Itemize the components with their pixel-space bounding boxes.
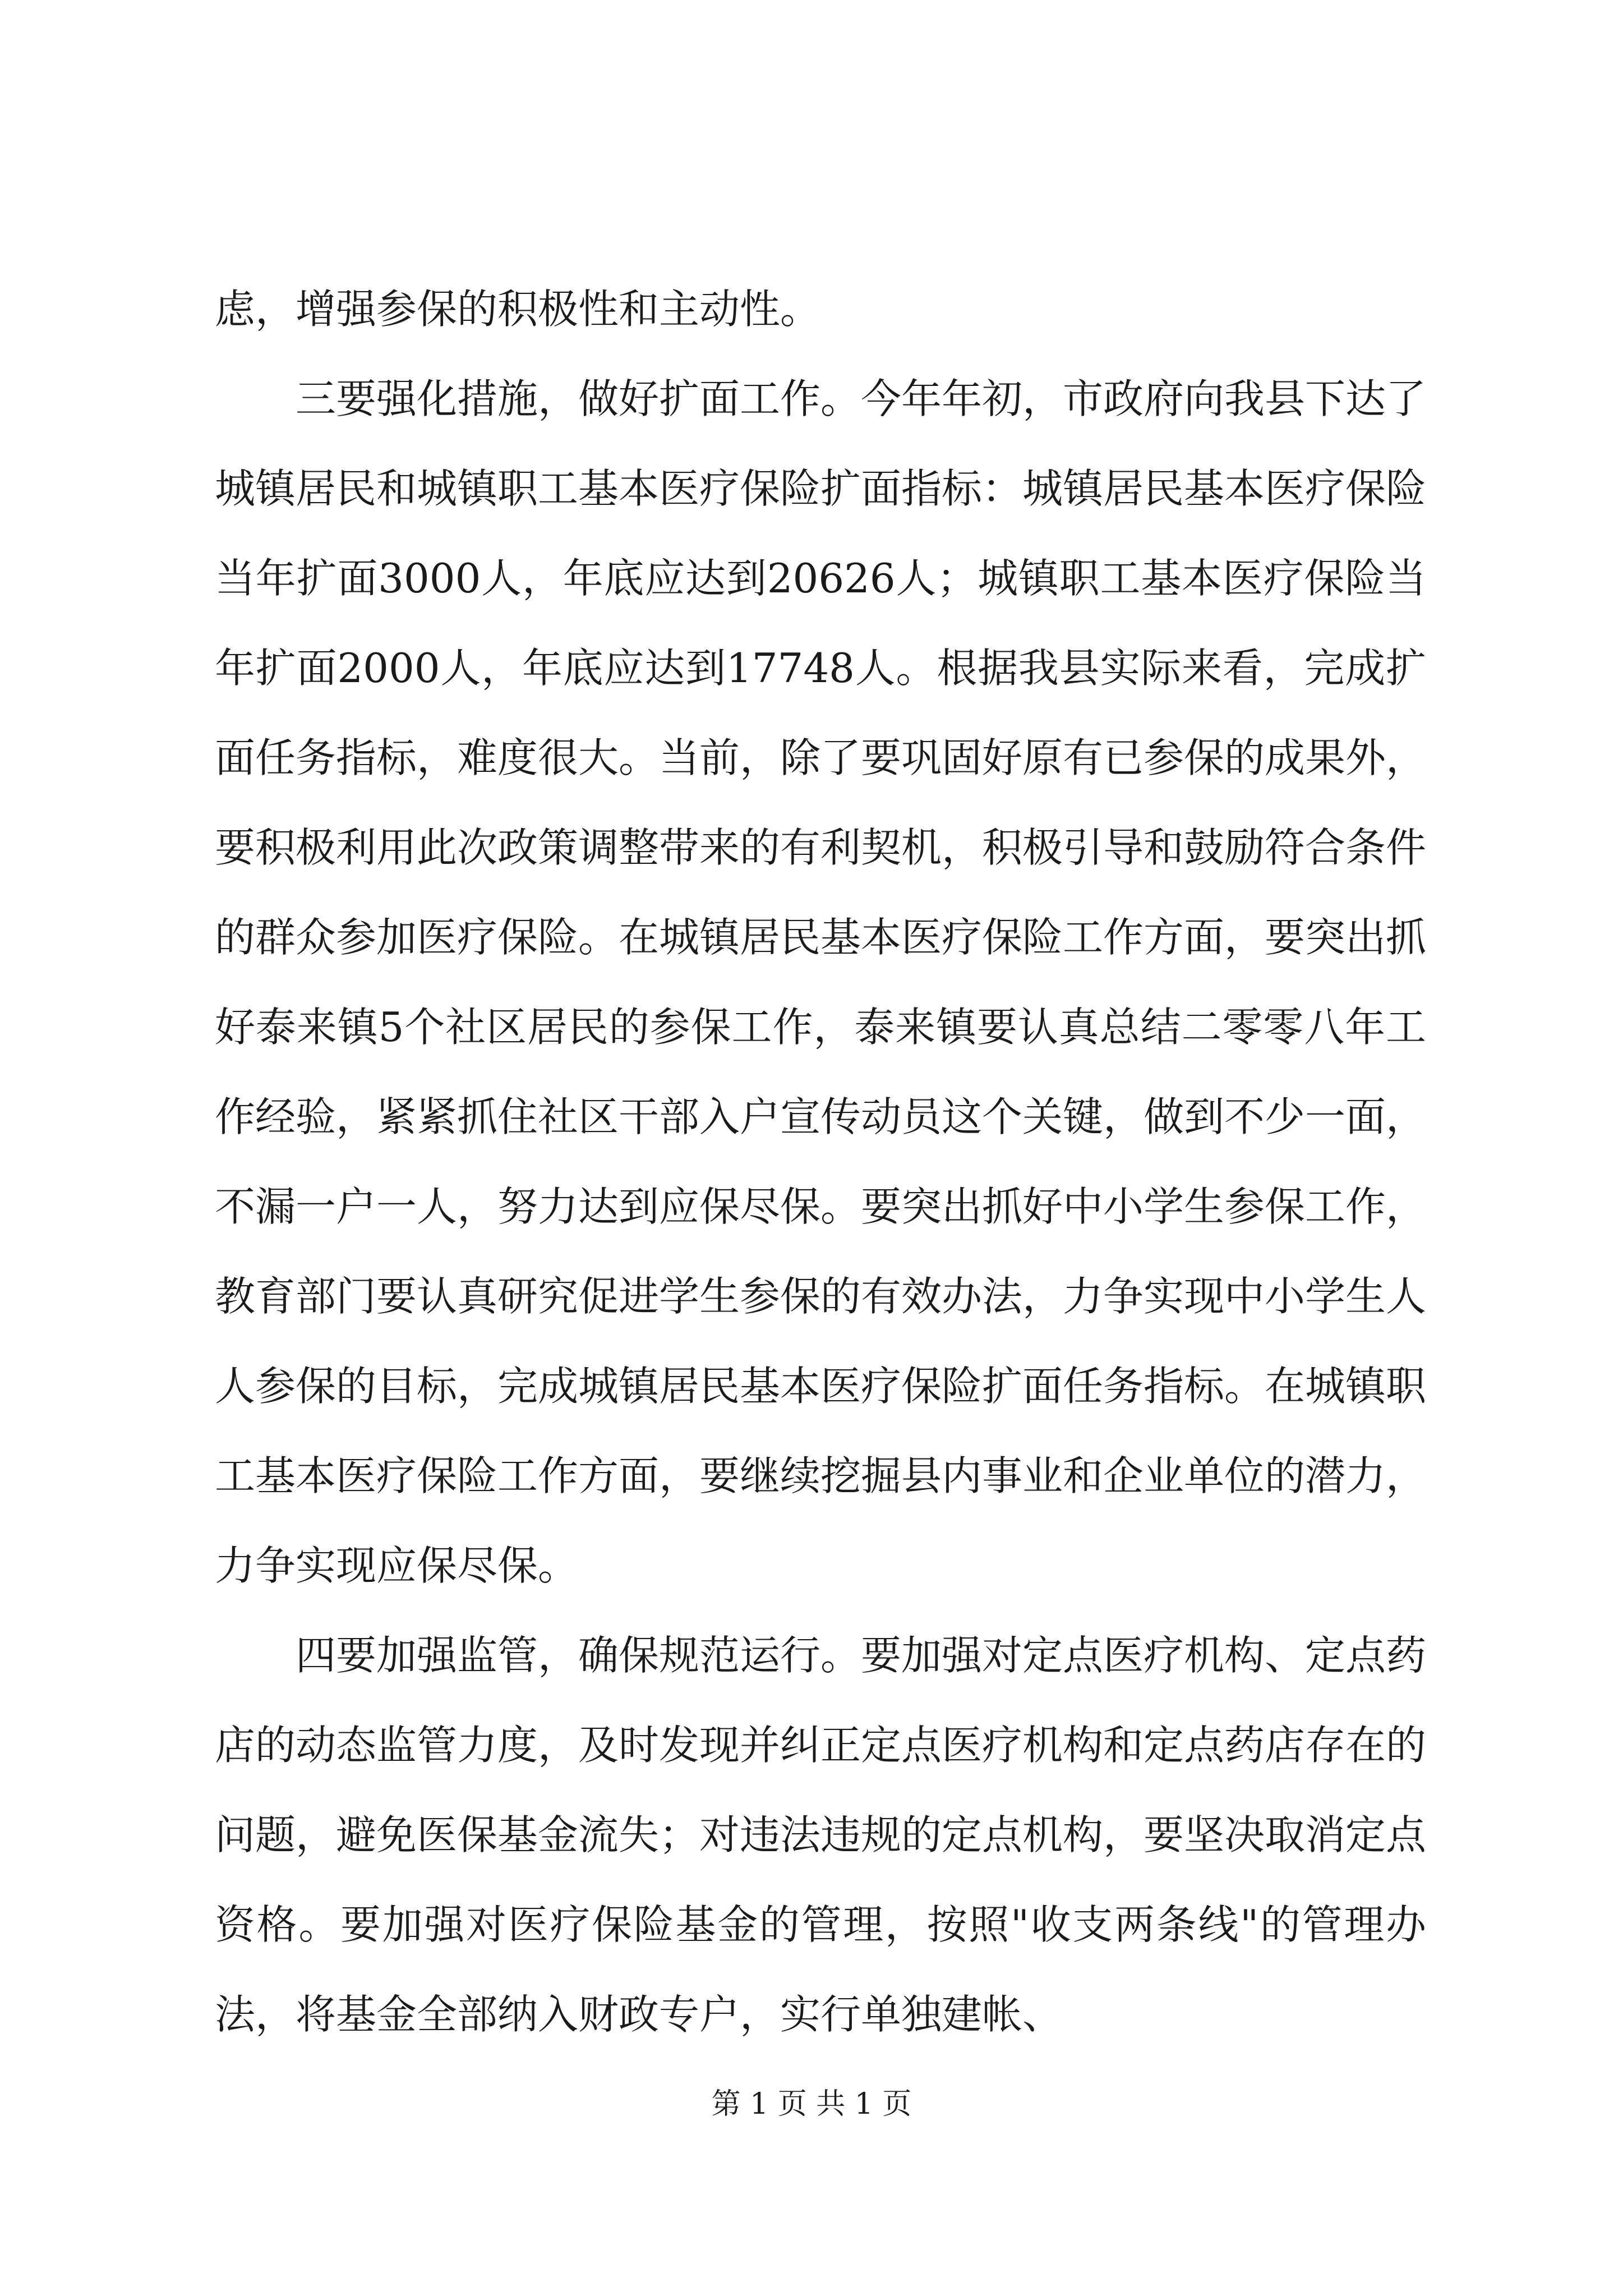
page-footer: 第 1 页 共 1 页 — [711, 2087, 912, 2121]
paragraph-continuation: 虑，增强参保的积极性和主动性。 — [215, 286, 821, 333]
paragraph-strengthen-supervision: 四要加强监管，确保规范运行。要加强对定点医疗机构、定点药店的动态监管力度，及时发现并纠正定点医疗机构和定点药店存在的问题，避免医保基金流失；对违法违规的定点机构，要坚决取消定点资格。要加强对医疗保险基金的管理，按照"收支两条线"的管理办法，将基金全部纳入财政专户，实行单独建帐、 — [215, 1632, 1427, 2038]
document-body — [215, 264, 1426, 2059]
paragraph-expand-coverage: 三要强化措施，做好扩面工作。今年年初，市政府向我县下达了城镇居民和城镇职工基本医疗保险扩面指标：城镇居民基本医疗保险当年扩面3000人，年底应达到20626人；城镇职工基本医疗保险当年扩面2000人，年底应达到17748人。根据我县实际来看，完成扩面任务指标，难度很大。当前，除了要巩固好原有已参保的成果外，要积极利用此次政策调整带来的有利契机，积极引导和鼓励符合条件的群众参加医疗保险。在城镇居民基本医疗保险工作方面，要突出抓好泰来镇5个社区居民的参保工作，泰来镇要认真总结二零零八年工作经验，紧紧抓住社区干部入户宣传动员这个关键，做到不少一面，不漏一户一人，努力达到应保尽保。要突出抓好中小学生参保工作，教育部门要认真研究促进学生参保的有效办法，力争实现中小学生人人参保的目标，完成城镇居民基本医疗保险扩面任务指标。在城镇职工基本医疗保险工作方面，要继续挖掘县内事业和企业单位的潜力，力争实现应保尽保。 — [215, 375, 1427, 1589]
